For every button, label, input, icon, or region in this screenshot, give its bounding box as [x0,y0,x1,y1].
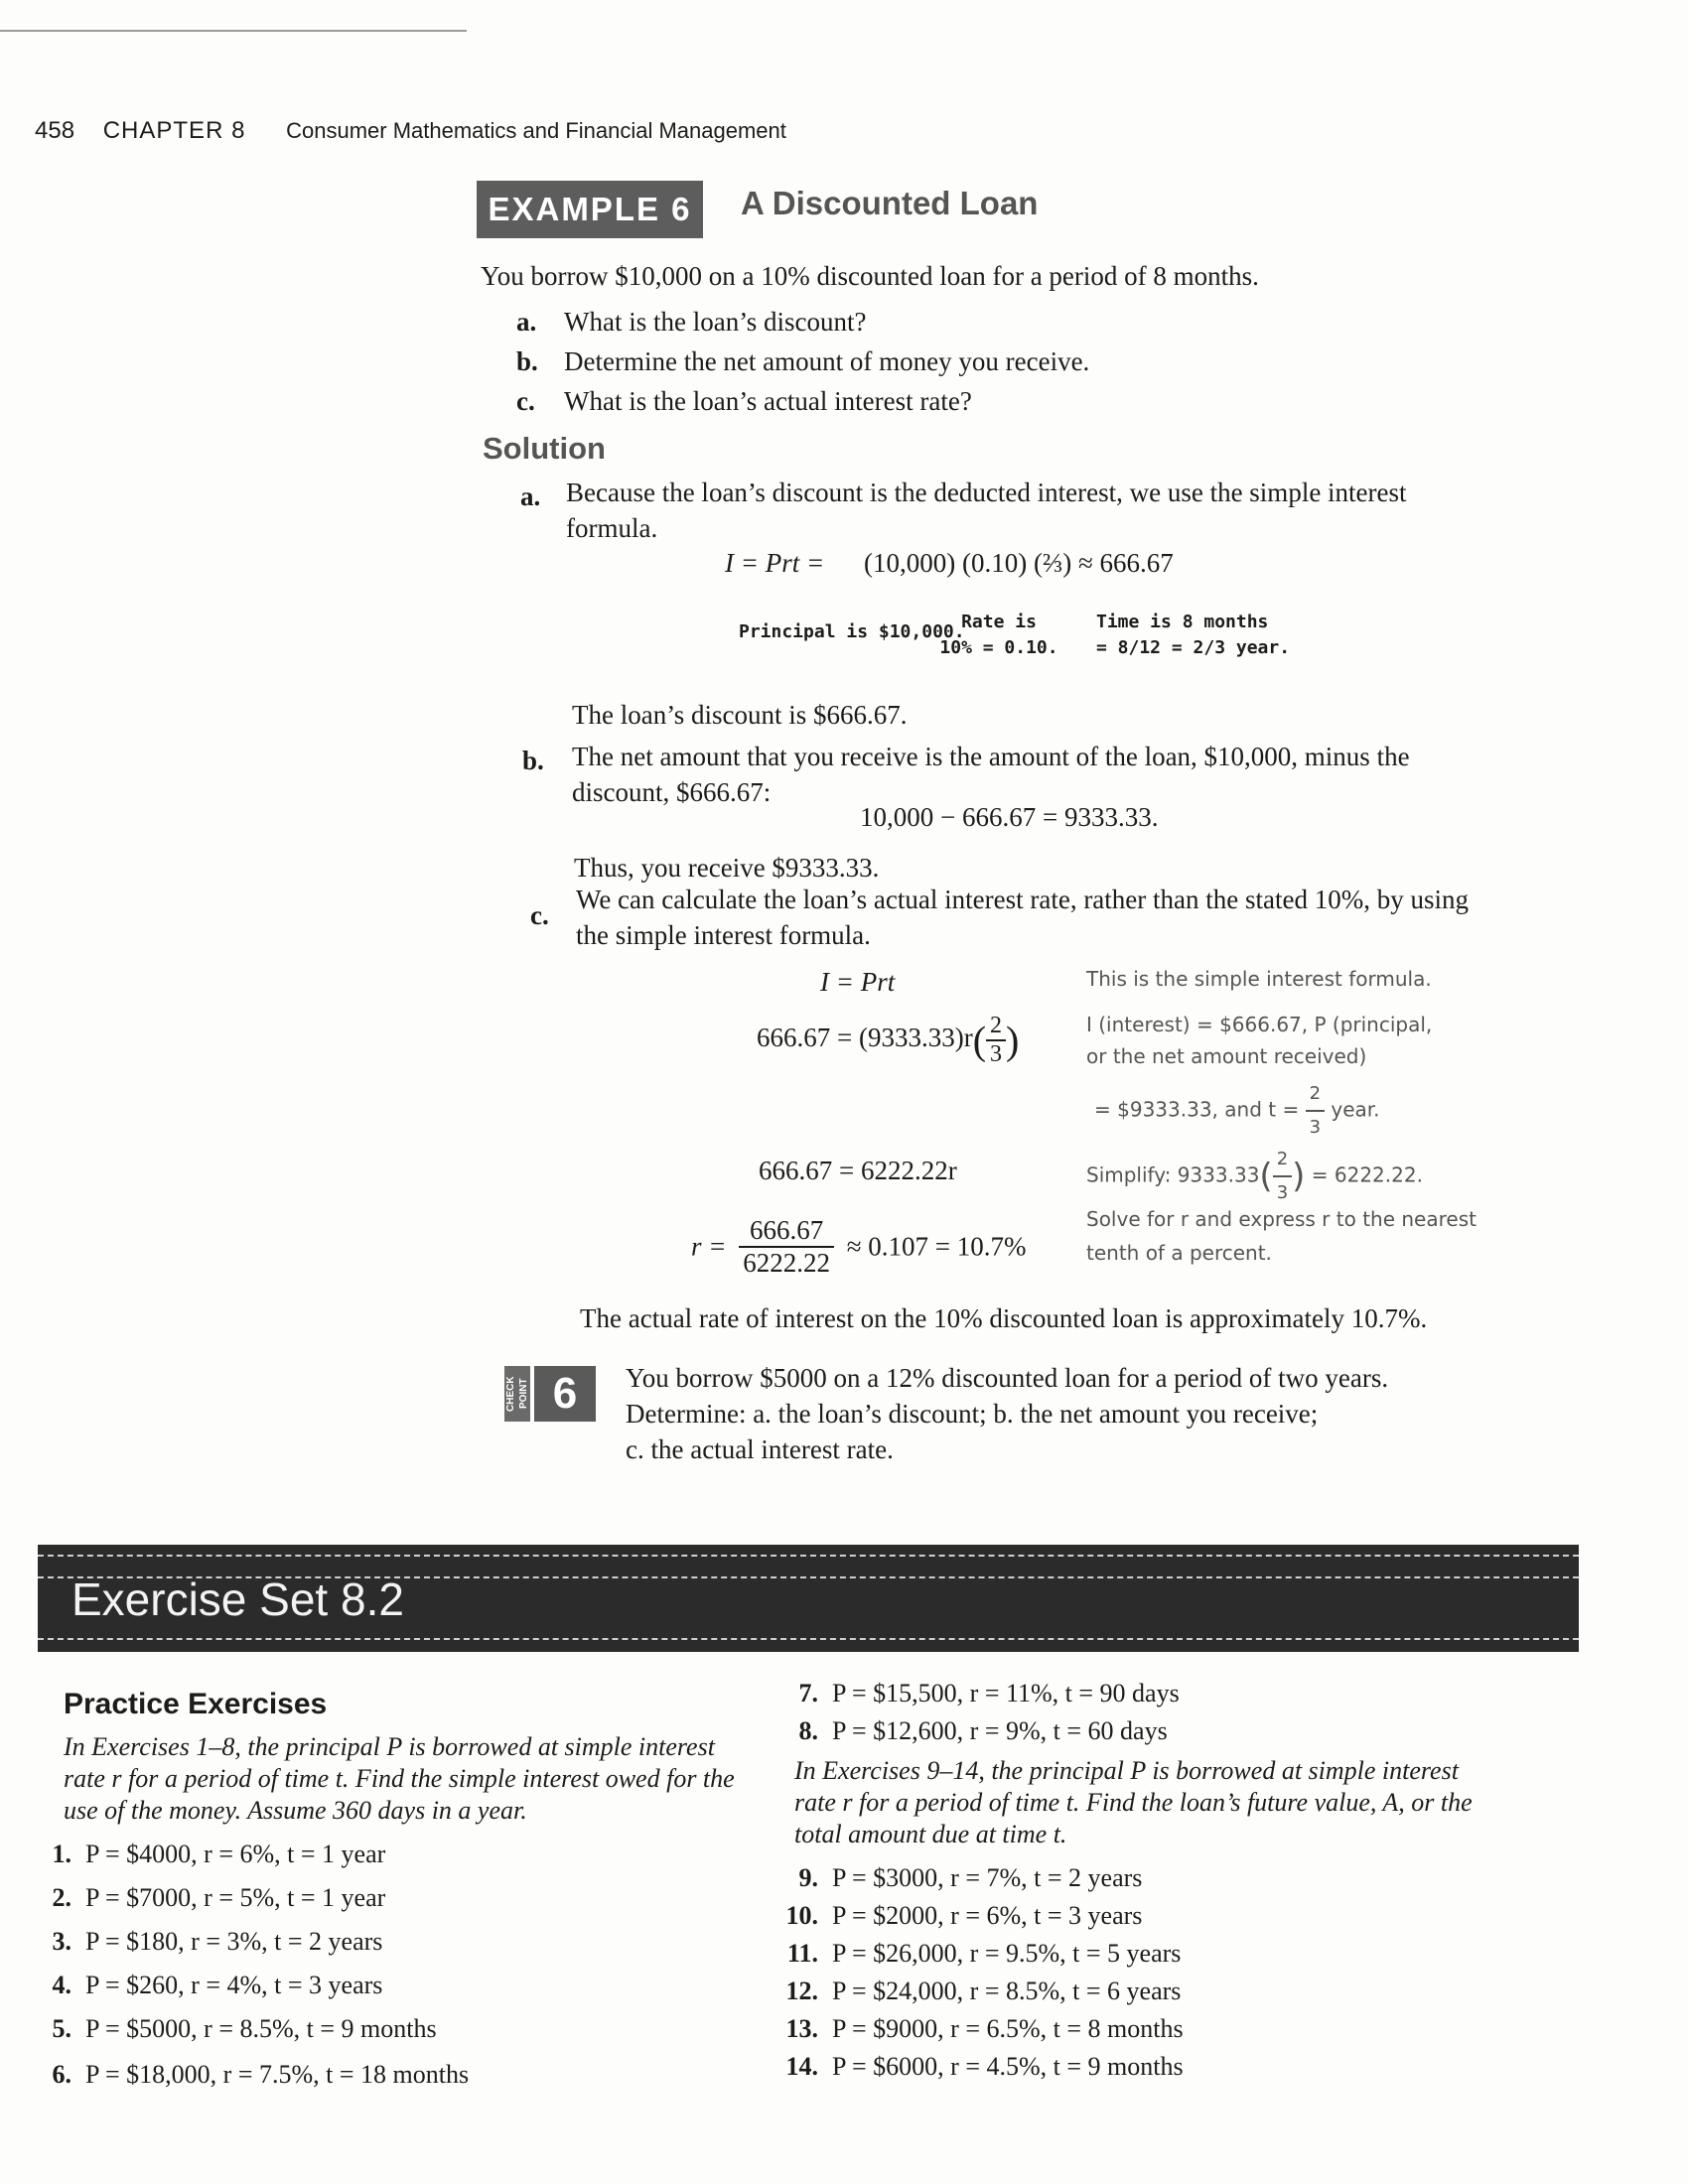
question-label: c. [516,386,535,416]
exercise-text: P = $260, r = 4%, t = 3 years [85,1971,383,1999]
exercise-item [778,1676,1180,1711]
exercise-number: 6. [52,2060,71,2089]
exercise-number: 12. [785,1977,818,2005]
solution-a-text: Because the loan’s discount is the deducted interest, we use the simple interest formula. [566,478,1407,543]
checkpoint-text-3: c. the actual interest rate. [626,1434,894,1464]
exercise-text: P = $180, r = 3%, t = 2 years [85,1927,383,1956]
note-principal: Principal is $10,000. [739,621,965,642]
solution-heading: Solution [483,431,606,466]
equation-r-rhs: ≈ 0.107 = 10.7% [846,1231,1027,1262]
exercise-text: P = $5000, r = 8.5%, t = 9 months [85,2014,437,2043]
annotation-solve-2: tenth of a percent. [1086,1241,1272,1265]
exercise-item [778,1860,1142,1896]
exercise-set-title: Exercise Set 8.2 [71,1573,404,1625]
exercise-number: 3. [52,1927,71,1956]
annotation-simplify-fraction [1273,1144,1292,1209]
exercise-text: P = $18,000, r = 7.5%, t = 18 months [85,2060,470,2089]
note-time-line2: = 8/12 = 2/3 year. [1096,637,1291,658]
example-badge: EXAMPLE 6 [477,181,703,238]
annotation-fraction [1306,1078,1325,1144]
instructions-1-8: In Exercises 1–8, the principal P is borrowed at simple interest rate r for a period of time t. Find the simple interest owed for the use of the money. Assume 360 days in a year. [64,1732,735,1825]
annotation-substitution-3-unit: year. [1331,1097,1380,1122]
fraction-numerator: 2 [1306,1078,1325,1112]
question-b [516,343,1089,379]
exercise-number: 4. [52,1971,71,1999]
solution-b-text: The net amount that you receive is the amount of the loan, $10,000, minus the discount, $666.67: [572,742,1410,807]
solution-a-label: a. [520,481,541,511]
annotation-simplify: Simplify: 9333.33( $\frac{2}{3}$ ) = 6222.22. [1086,1144,1423,1209]
exercise-item [778,1898,1142,1934]
exercise-number: 1. [52,1840,71,1868]
checkpoint-side-label: CHECK POINT [504,1366,530,1422]
exercise-item [778,1974,1181,2009]
equation-solve-r [691,1215,1027,1279]
exercise-text: P = $4000, r = 6%, t = 1 year [85,1840,386,1868]
exercise-number: 10. [785,1901,818,1930]
question-text: Determine the net amount of money you receive. [564,346,1090,376]
chapter-title: Consumer Mathematics and Financial Management [286,118,786,143]
solution-a-result: The loan’s discount is $666.67. [572,700,908,730]
fraction-r [739,1215,834,1279]
exercise-item [32,1880,385,1916]
fraction-two-thirds [986,1013,1006,1068]
note-rate-line1: Rate is [961,612,1037,632]
exercise-number: 14. [785,2052,818,2081]
exercise-item [32,2057,469,2093]
solution-a-equation-rhs: (10,000) (0.10) (⅔) ≈ 666.67 [864,548,1174,578]
fraction-numerator: 2 [986,1013,1006,1041]
practice-exercises-heading: Practice Exercises [64,1688,328,1720]
annotation-substitution-1: I (interest) = $666.67, P (principal, [1086,1013,1433,1036]
note-rate [939,610,1058,661]
equation-simple-interest: I = Prt [820,967,896,997]
checkpoint-number: 6 [534,1366,596,1422]
annotation-simplify-result: = 6222.22. [1311,1162,1423,1187]
exercise-number: 13. [785,2014,818,2043]
exercise-number: 11. [786,1939,818,1968]
checkpoint-text-2: Determine: a. the loan’s discount; b. the net amount you receive; [626,1399,1319,1429]
equation-simplified: 666.67 = 6222.22r [759,1156,957,1185]
annotation-substitution-3 [1094,1078,1380,1144]
exercise-item [778,1936,1181,1972]
exercise-item [32,1968,382,2003]
fraction-numerator: 666.67 [739,1215,834,1248]
fraction-denominator: 3 [990,1041,1003,1067]
example-intro: You borrow $10,000 on a 10% discounted loan for a period of 8 months. [481,261,1259,291]
exercise-item [778,2049,1184,2085]
instructions-9-14: In Exercises 9–14, the principal P is borrowed at simple interest rate r for a period of time t. Find the loan’s future value, A, or the total amount due at time t. [794,1756,1473,1848]
exercise-text: P = $9000, r = 6.5%, t = 8 months [832,2014,1184,2043]
chapter-label: CHAPTER 8 [102,117,246,144]
page-number: 458 [35,117,75,144]
note-time [1096,610,1290,661]
exercise-text: P = $24,000, r = 8.5%, t = 6 years [832,1977,1182,2005]
solution-b-result: Thus, you receive $9333.33. [574,853,880,883]
annotation-substitution-2: or the net amount received) [1086,1044,1367,1068]
exercise-text: P = $15,500, r = 11%, t = 90 days [832,1679,1180,1707]
note-rate-line2: 10% = 0.10. [939,637,1058,658]
exercise-number: 8. [798,1716,818,1745]
annotation-substitution-3-text: = $9333.33, and t = [1094,1097,1300,1122]
fraction-numerator: 2 [1273,1144,1292,1177]
exercise-number: 2. [52,1883,71,1912]
exercise-text: P = $6000, r = 4.5%, t = 9 months [832,2052,1184,2081]
equation-substituted: 666.67 = (9333.33)r( $\frac{2}{3}$ ) [757,1013,1020,1067]
exercise-text: P = $7000, r = 5%, t = 1 year [85,1883,386,1912]
equation-r-lhs: r = [691,1231,727,1262]
question-text: What is the loan’s actual interest rate? [564,386,972,416]
exercise-number: 9. [798,1863,818,1892]
annotation-solve-1: Solve for r and express r to the nearest [1086,1207,1477,1231]
exercise-number: 5. [52,2014,71,2043]
solution-b-equation: 10,000 − 666.67 = 9333.33. [860,802,1159,832]
solution-a-equation-lhs: I = Prt = [725,548,825,578]
question-text: What is the loan’s discount? [564,307,867,337]
solution-b-label: b. [522,746,544,775]
exercise-item [32,1924,382,1960]
question-c [516,383,972,419]
exercise-item [32,1837,385,1872]
equation-substituted-lhs: 666.67 = (9333.33)r [757,1023,973,1053]
solution-c-conclusion: The actual rate of interest on the 10% discounted loan is approximately 10.7%. [580,1303,1428,1333]
exercise-text: P = $26,000, r = 9.5%, t = 5 years [832,1939,1182,1968]
annotation-formula: This is the simple interest formula. [1086,967,1432,991]
exercise-number: 7. [798,1679,818,1707]
question-a [516,304,866,340]
solution-c-label: c. [530,900,549,930]
question-label: b. [516,346,538,376]
checkpoint-text-1: You borrow $5000 on a 12% discounted loan for a period of two years. [626,1363,1389,1393]
exercise-item [778,1713,1168,1749]
annotation-simplify-text: Simplify: 9333.33 [1086,1162,1260,1187]
running-head [35,117,786,145]
top-rule [0,30,467,32]
banner-dash-top [38,1555,1579,1557]
question-label: a. [516,307,537,337]
exercise-item [778,2011,1184,2047]
fraction-denominator: 6222.22 [743,1248,830,1278]
solution-c-text: We can calculate the loan’s actual interest rate, rather than the stated 10%, by using the simple interest formula. [576,885,1469,950]
example-title: A Discounted Loan [741,185,1039,221]
fraction-denominator: 3 [1276,1182,1289,1203]
fraction-denominator: 3 [1309,1117,1322,1138]
note-time-line1: Time is 8 months [1096,612,1269,632]
exercise-text: P = $12,600, r = 9%, t = 60 days [832,1716,1168,1745]
exercise-text: P = $3000, r = 7%, t = 2 years [832,1863,1143,1892]
exercise-text: P = $2000, r = 6%, t = 3 years [832,1901,1143,1930]
banner-dash-bottom [38,1638,1579,1640]
exercise-item [32,2011,437,2047]
